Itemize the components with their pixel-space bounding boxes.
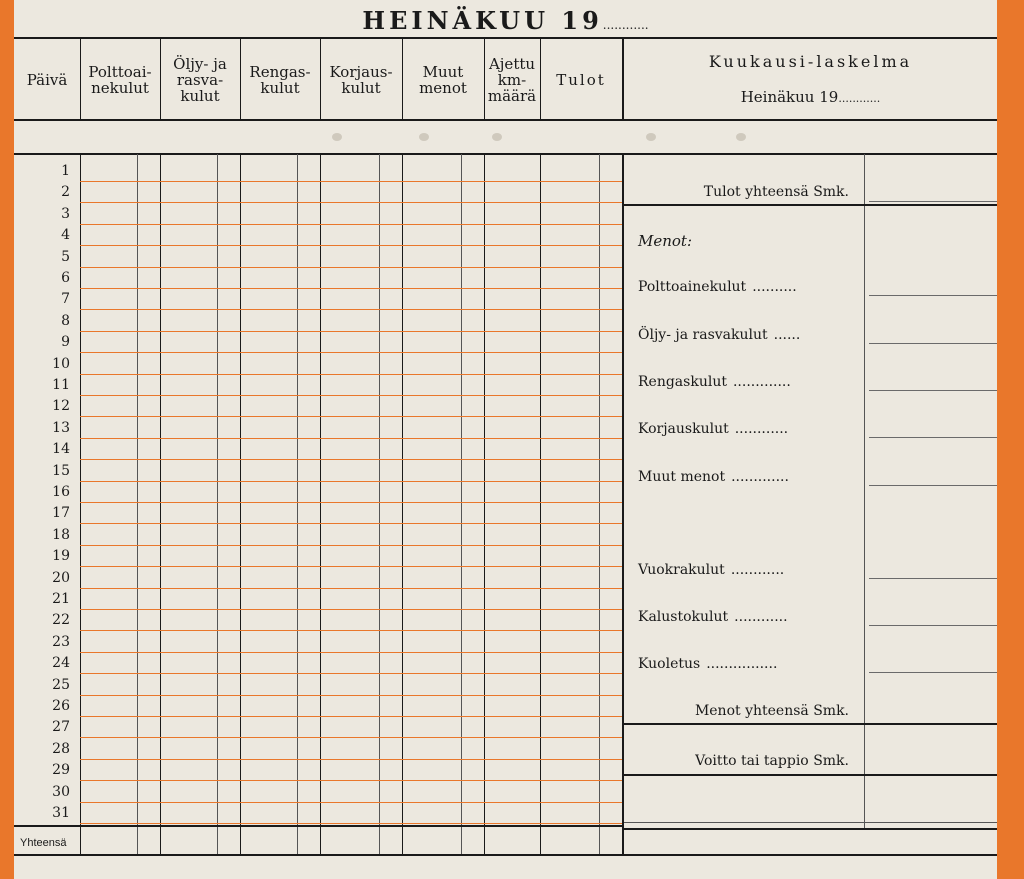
perforation-hole xyxy=(736,133,746,141)
summary-subtitle: Heinäkuu 19............ xyxy=(740,88,881,106)
day-number: 19 xyxy=(52,548,70,565)
day-number: 9 xyxy=(61,334,70,351)
total-row-label: Yhteensä xyxy=(20,837,67,849)
day-row-line[interactable] xyxy=(80,523,622,524)
day-number: 20 xyxy=(52,569,70,586)
column-header-polttoaine: Polttoai- nekulut xyxy=(88,63,152,97)
table-total-rule xyxy=(14,825,622,827)
ledger-sheet xyxy=(14,0,997,879)
column-subdivider xyxy=(297,154,298,854)
column-header-ajettu: Ajettu km- määrä xyxy=(487,55,537,105)
income-total-blank[interactable] xyxy=(869,201,997,202)
day-number: 18 xyxy=(52,526,70,543)
day-row-line[interactable] xyxy=(80,352,622,353)
day-number: 16 xyxy=(52,484,70,500)
column-header-oljy: Öljy- ja rasva- kulut xyxy=(173,55,227,105)
perforation-hole xyxy=(646,133,656,141)
day-row-line[interactable] xyxy=(80,780,622,781)
header-top-rule xyxy=(14,37,997,39)
day-number: 21 xyxy=(52,591,70,607)
day-row-line[interactable] xyxy=(80,759,622,760)
column-divider xyxy=(402,154,403,854)
expense-item-text: Öljy- ja rasvakulut xyxy=(638,327,768,343)
day-number: 10 xyxy=(52,355,70,372)
expense-item-label xyxy=(638,327,800,343)
expense-item-label xyxy=(638,609,788,625)
body-top-rule xyxy=(14,153,997,155)
column-subdivider xyxy=(137,154,138,854)
column-divider xyxy=(540,154,541,854)
day-number: 3 xyxy=(61,205,70,222)
day-row-line[interactable] xyxy=(80,695,622,696)
day-number: 14 xyxy=(52,441,70,458)
day-row-line[interactable] xyxy=(80,545,622,546)
day-number: 6 xyxy=(61,270,70,286)
day-row-line[interactable] xyxy=(80,673,622,674)
expense-item-label xyxy=(638,374,791,390)
column-divider xyxy=(240,154,241,854)
column-header-rengas: Rengas- kulut xyxy=(249,63,311,97)
day-number: 12 xyxy=(52,398,70,415)
day-row-line[interactable] xyxy=(80,566,622,567)
expense-item-dots: ............. xyxy=(732,374,791,390)
income-total-label: Tulot yhteensä Smk. xyxy=(703,184,849,200)
column-header-tulot: Tulot xyxy=(556,71,606,89)
header-bottom-rule xyxy=(14,119,997,121)
expense-item-blank[interactable] xyxy=(869,485,997,486)
day-number: 5 xyxy=(61,248,70,265)
page-title xyxy=(14,6,997,35)
column-header-paiva: Päivä xyxy=(26,71,68,89)
day-row-line[interactable] xyxy=(80,224,622,225)
day-number: 22 xyxy=(52,612,70,629)
column-divider xyxy=(80,154,81,854)
expense-item-text: Korjauskulut xyxy=(638,421,729,437)
day-number: 30 xyxy=(52,783,70,800)
day-row-line[interactable] xyxy=(80,652,622,653)
day-row-line[interactable] xyxy=(80,802,622,803)
column-subdivider xyxy=(217,154,218,854)
header-divider xyxy=(240,38,241,120)
column-subdivider xyxy=(461,154,462,854)
day-number: 8 xyxy=(61,312,70,329)
day-row-line[interactable] xyxy=(80,267,622,268)
header-divider xyxy=(540,38,541,120)
expenses-heading: Menot: xyxy=(638,232,693,250)
expense-item-blank[interactable] xyxy=(869,343,997,344)
expenses-total-label: Menot yhteensä Smk. xyxy=(694,703,849,719)
perforation-hole xyxy=(492,133,502,141)
day-row-line[interactable] xyxy=(80,737,622,738)
day-row-line[interactable] xyxy=(80,716,622,717)
expense-item-label xyxy=(638,562,784,578)
column-header-korjaus: Korjaus- kulut xyxy=(329,63,393,97)
expense-item-label xyxy=(638,421,788,437)
day-number: 23 xyxy=(52,633,70,650)
expense-item-dots: ...... xyxy=(773,327,801,343)
header-divider xyxy=(160,38,161,120)
expense-item-blank[interactable] xyxy=(869,672,997,673)
summary-bottom-rule-2 xyxy=(624,828,997,830)
day-row-line[interactable] xyxy=(80,823,622,824)
expense-item-blank[interactable] xyxy=(869,578,997,579)
profit-loss-label: Voitto tai tappio Smk. xyxy=(695,753,849,769)
day-row-line[interactable] xyxy=(80,438,622,439)
expense-item-dots: ............ xyxy=(734,609,788,625)
expense-item-text: Muut menot xyxy=(638,469,726,485)
day-number: 1 xyxy=(61,163,70,179)
day-number: 2 xyxy=(61,184,70,201)
day-number: 28 xyxy=(52,740,70,757)
expense-item-blank[interactable] xyxy=(869,625,997,626)
header-divider xyxy=(402,38,403,120)
header-divider xyxy=(320,38,321,120)
day-row-line[interactable] xyxy=(80,609,622,610)
day-row-line[interactable] xyxy=(80,245,622,246)
expense-item-blank[interactable] xyxy=(869,295,997,296)
day-number: 17 xyxy=(52,505,70,522)
title-dots: ............ xyxy=(602,18,649,32)
profit-rule xyxy=(624,774,997,776)
summary-bottom-rule xyxy=(624,822,997,823)
table-bottom-rule xyxy=(14,854,997,856)
day-number: 25 xyxy=(52,676,70,693)
title-text: HEINÄKUU 19 xyxy=(362,6,603,35)
day-row-line[interactable] xyxy=(80,181,622,182)
day-row-line[interactable] xyxy=(80,202,622,203)
day-number: 7 xyxy=(61,291,70,308)
expense-item-text: Kuoletus xyxy=(638,656,701,672)
day-row-line[interactable] xyxy=(80,481,622,482)
expense-item-label xyxy=(638,656,777,672)
day-number: 31 xyxy=(52,805,70,821)
day-number: 26 xyxy=(52,698,70,714)
column-subdivider xyxy=(599,154,600,854)
expense-item-dots: ................ xyxy=(706,656,778,672)
expense-item-blank[interactable] xyxy=(869,437,997,438)
expense-item-dots: ............ xyxy=(730,562,785,578)
day-row-line[interactable] xyxy=(80,416,622,417)
day-number: 11 xyxy=(52,377,70,393)
header-divider xyxy=(80,38,81,120)
day-row-line[interactable] xyxy=(80,459,622,460)
income-total-rule xyxy=(624,204,997,206)
day-row-line[interactable] xyxy=(80,630,622,631)
day-row-line[interactable] xyxy=(80,288,622,289)
day-number: 27 xyxy=(52,719,70,736)
expense-item-dots: ............. xyxy=(731,469,789,485)
header-divider xyxy=(484,38,485,120)
day-row-line[interactable] xyxy=(80,374,622,375)
expense-item-label xyxy=(638,279,797,295)
day-number: 29 xyxy=(52,762,70,779)
expense-item-label xyxy=(638,469,789,485)
expense-item-blank[interactable] xyxy=(869,390,997,391)
expenses-top-rule xyxy=(624,723,997,725)
expense-item-dots: ............ xyxy=(734,421,789,437)
day-number: 13 xyxy=(52,419,70,436)
day-row-line[interactable] xyxy=(80,331,622,332)
column-header-muut: Muut menot xyxy=(419,63,467,97)
expense-item-text: Vuokrakulut xyxy=(638,562,725,578)
expense-item-text: Polttoainekulut xyxy=(638,279,747,295)
day-number: 15 xyxy=(52,462,70,479)
summary-value-divider xyxy=(864,154,865,830)
column-divider xyxy=(484,154,485,854)
day-number: 24 xyxy=(52,655,70,672)
day-row-line[interactable] xyxy=(80,395,622,396)
column-subdivider xyxy=(379,154,380,854)
column-divider xyxy=(320,154,321,854)
day-number: 4 xyxy=(61,227,70,244)
perforation-hole xyxy=(419,133,429,141)
day-row-line[interactable] xyxy=(80,502,622,503)
expense-item-text: Kalustokulut xyxy=(638,609,729,625)
column-divider xyxy=(160,154,161,854)
expense-item-dots: .......... xyxy=(752,279,797,295)
summary-title: Kuukausi-laskelma xyxy=(708,52,913,71)
day-row-line[interactable] xyxy=(80,588,622,589)
perforation-hole xyxy=(332,133,342,141)
header-divider xyxy=(622,38,624,120)
day-row-line[interactable] xyxy=(80,309,622,310)
expense-item-text: Rengaskulut xyxy=(638,374,727,390)
table-summary-divider xyxy=(622,154,624,854)
